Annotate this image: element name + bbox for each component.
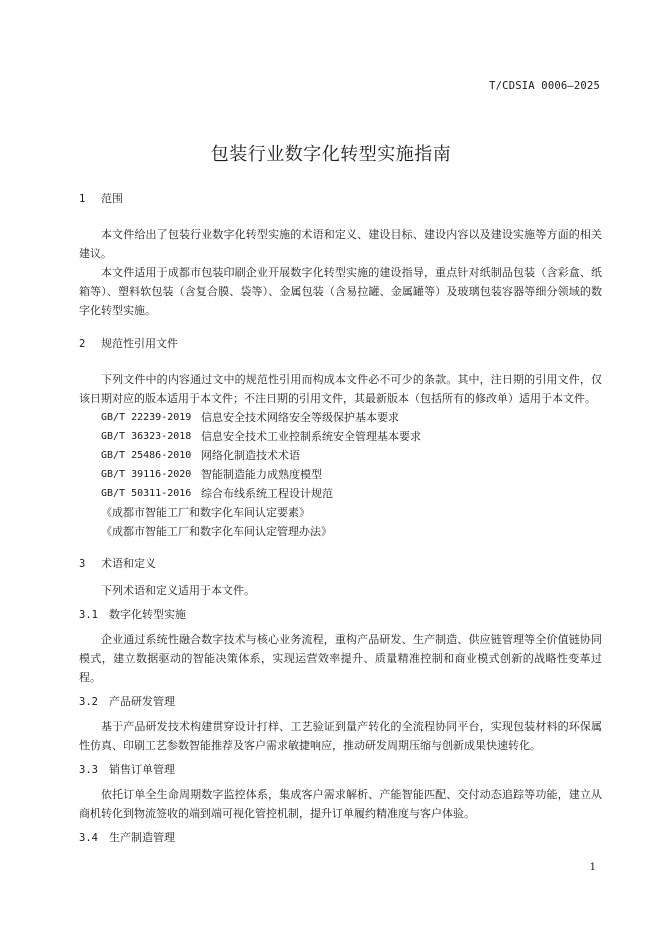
reference-item xyxy=(79,427,602,446)
reference-code: GB/T 50311-2016 xyxy=(101,488,192,499)
section-2-heading xyxy=(79,335,602,353)
normative-reference-list xyxy=(79,408,602,541)
subsection-title: 销售订单管理 xyxy=(109,763,175,776)
reference-item xyxy=(79,408,602,427)
subsection-number: 3.2 xyxy=(79,696,98,708)
subsection-3-4-heading xyxy=(79,829,602,847)
section-1-paragraph-1: 本文件给出了包装行业数字化转型实施的术语和定义、建设目标、建设内容以及建设实施等方面的相关建议。 xyxy=(79,228,602,260)
subsection-number: 3.1 xyxy=(79,609,98,621)
document-body xyxy=(79,190,602,847)
document-title: 包装行业数字化转型实施指南 xyxy=(210,144,452,165)
reference-title: 信息安全技术网络安全等级保护基本要求 xyxy=(201,411,399,424)
reference-title: 智能制造能力成熟度模型 xyxy=(201,468,322,481)
subsection-3-2-heading xyxy=(79,693,602,711)
section-title: 术语和定义 xyxy=(101,557,156,570)
subsection-number: 3.3 xyxy=(79,764,98,776)
reference-item xyxy=(79,484,602,503)
subsection-3-1-text: 企业通过系统性融合数字技术与核心业务流程，重构产品研发、生产制造、供应链管理等全价值链协同模式，建立数据驱动的智能决策体系，实现运营效率提升、质量精准控制和商业模式创新的战略性变革过程。 xyxy=(79,633,602,684)
reference-code: GB/T 25486-2010 xyxy=(101,450,192,461)
subsection-number: 3.4 xyxy=(79,832,98,844)
section-1-paragraph-2: 本文件适用于成都市包装印刷企业开展数字化转型实施的建设指导，重点针对纸制品包装（含彩盒、纸箱等）、塑料软包装（含复合膜、袋等）、金属包装（含易拉罐、金属罐等）及玻璃包装容器等细分领域的数字化转型实施。 xyxy=(79,266,602,317)
subsection-title: 产品研发管理 xyxy=(109,695,175,708)
reference-code: GB/T 39116-2020 xyxy=(101,469,192,480)
reference-item: 《成都市智能工厂和数字化车间认定要素》 xyxy=(101,506,310,519)
reference-title: 综合布线系统工程设计规范 xyxy=(201,487,333,500)
reference-item xyxy=(79,446,602,465)
section-3-heading xyxy=(79,555,602,573)
reference-code: GB/T 22239-2019 xyxy=(101,412,192,423)
section-number: 3 xyxy=(79,558,86,570)
section-number: 2 xyxy=(79,338,86,350)
section-1-heading xyxy=(79,190,602,208)
section-title: 范围 xyxy=(101,192,123,205)
reference-title: 网络化制造技术术语 xyxy=(201,449,300,462)
section-title: 规范性引用文件 xyxy=(101,337,178,350)
section-number: 1 xyxy=(79,193,86,205)
reference-code: GB/T 36323-2018 xyxy=(101,431,192,442)
subsection-3-3-heading xyxy=(79,761,602,779)
reference-item: 《成都市智能工厂和数字化车间认定管理办法》 xyxy=(101,525,332,538)
document-id: T/CDSIA 0006—2025 xyxy=(489,80,600,92)
section-3-paragraph-1: 下列术语和定义适用于本文件。 xyxy=(101,584,255,597)
section-2-paragraph-1: 下列文件中的内容通过文中的规范性引用而构成本文件必不可少的条款。其中，注日期的引用文件，仅该日期对应的版本适用于本文件；不注日期的引用文件，其最新版本（包括所有的修改单）适用于本文件。 xyxy=(79,373,602,405)
subsection-title: 生产制造管理 xyxy=(109,831,175,844)
subsection-3-1-heading xyxy=(79,606,602,624)
reference-item xyxy=(79,465,602,484)
subsection-3-3-text: 依托订单全生命周期数字监控体系，集成客户需求解析、产能智能匹配、交付动态追踪等功能，建立从商机转化到物流签收的端到端可视化管控机制，提升订单履约精准度与客户体验。 xyxy=(79,788,602,820)
page-number: 1 xyxy=(589,862,596,873)
subsection-title: 数字化转型实施 xyxy=(109,608,186,621)
subsection-3-2-text: 基于产品研发技术构建贯穿设计打样、工艺验证到量产转化的全流程协同平台，实现包装材料的环保属性仿真、印刷工艺参数智能推荐及客户需求敏捷响应，推动研发周期压缩与创新成果快速转化。 xyxy=(79,720,602,752)
reference-title: 信息安全技术工业控制系统安全管理基本要求 xyxy=(201,430,421,443)
